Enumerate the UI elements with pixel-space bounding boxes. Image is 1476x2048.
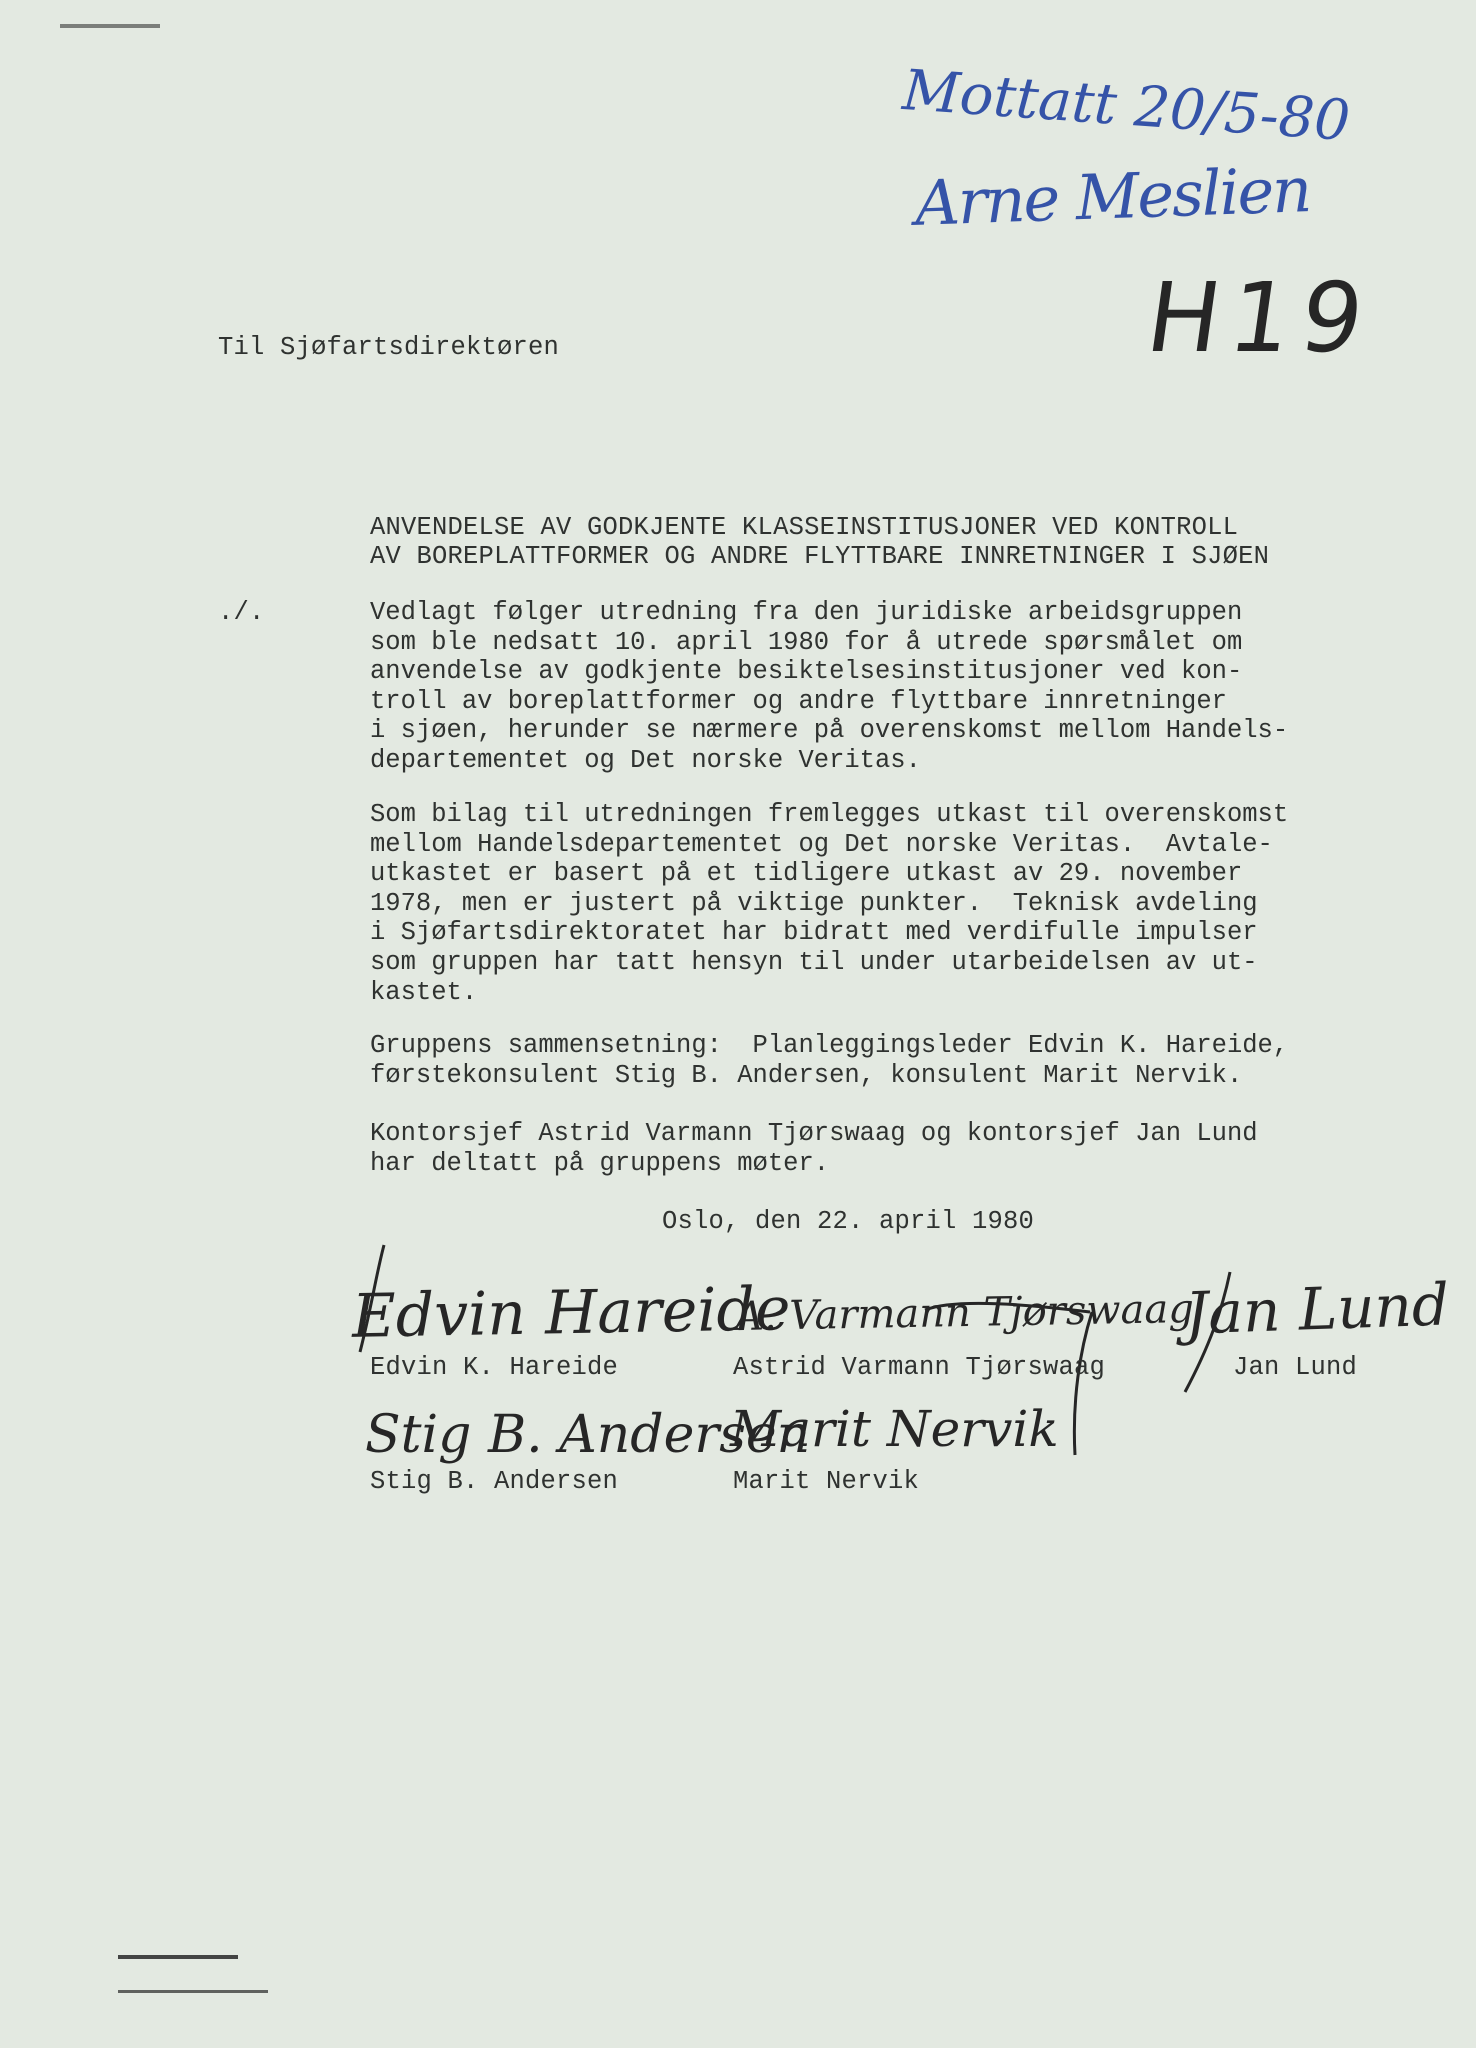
paragraph-2-line: Som bilag til utredningen fremlegges utkast til overenskomst bbox=[370, 800, 1289, 829]
paragraph-1-line: troll av boreplattformer og andre flyttbare innretninger bbox=[370, 686, 1227, 716]
place-date: Oslo, den 22. april 1980 bbox=[662, 1207, 1035, 1236]
document-title-line-2: AV BOREPLATTFORMER OG ANDRE FLYTTBARE INNRETNINGER I SJØEN bbox=[370, 542, 1270, 571]
paragraph-1-line: departementet og Det norske Veritas. bbox=[370, 745, 921, 775]
paragraph-2-line: i Sjøfartsdirektoratet har bidratt med verdifulle impulser bbox=[370, 918, 1258, 948]
signature-marit-nervik: Marit Nervik bbox=[730, 1400, 1059, 1458]
signatory-name-stig-andersen: Stig B. Andersen bbox=[370, 1467, 619, 1496]
signatory-name-marit-nervik: Marit Nervik bbox=[733, 1467, 920, 1496]
paragraph-1-line: Vedlagt følger utredning fra den juridiske arbeidsgruppen bbox=[370, 598, 1243, 627]
paragraph-2-line: som gruppen har tatt hensyn til under utarbeidelsen av ut- bbox=[370, 947, 1258, 977]
hareide-flourish-stroke bbox=[360, 1245, 384, 1352]
signature-stig-andersen: Stig B. Andersen bbox=[365, 1405, 811, 1465]
signature-jan-lund: Jan Lund bbox=[1183, 1270, 1451, 1348]
document-title-line-1: ANVENDELSE AV GODKJENTE KLASSEINSTITUSJONER VED KONTROLL bbox=[370, 513, 1239, 542]
paragraph-2-line: utkastet er basert på et tidligere utkast av 29. november bbox=[370, 859, 1243, 889]
paragraph-1-line: anvendelse av godkjente besiktelsesinstitusjoner ved kon- bbox=[370, 657, 1243, 687]
paragraph-2-line: kastet. bbox=[370, 977, 478, 1007]
signature-edvin-hareide: Edvin Hareide bbox=[351, 1274, 791, 1352]
paragraph-2-line: 1978, men er justert på viktige punkter. Teknisk avdeling bbox=[370, 888, 1258, 918]
paragraph-1-line: i sjøen, herunder se nærmere på overenskomst mellom Handels- bbox=[370, 716, 1289, 746]
paragraph-3-line: Gruppens sammensetning: Planleggingsleder Edvin K. Hareide, bbox=[370, 1031, 1289, 1060]
scan-edge-mark-bottom-2 bbox=[118, 1990, 268, 1993]
paragraph-3-line: førstekonsulent Stig B. Andersen, konsulent Marit Nervik. bbox=[370, 1060, 1243, 1090]
received-note-handwritten: Mottatt 20/5-80 bbox=[900, 58, 1353, 155]
signatory-name-edvin-hareide: Edvin K. Hareide bbox=[370, 1353, 619, 1382]
signatory-name-astrid-tjorswaag: Astrid Varmann Tjørswaag bbox=[733, 1353, 1106, 1382]
addressee: Til Sjøfartsdirektøren bbox=[218, 333, 560, 362]
enclosure-mark: ./. bbox=[218, 598, 265, 627]
paragraph-4-line: Kontorsjef Astrid Varmann Tjørswaag og kontorsjef Jan Lund bbox=[370, 1119, 1258, 1148]
lund-flourish-stroke bbox=[1185, 1272, 1230, 1392]
signatory-name-jan-lund: Jan Lund bbox=[1233, 1353, 1358, 1382]
paragraph-1-line: som ble nedsatt 10. april 1980 for å utrede spørsmålet om bbox=[370, 627, 1243, 657]
scan-edge-mark-bottom-1 bbox=[118, 1955, 238, 1959]
signature-astrid-tjorswaag: A. Varmann Tjørswaag bbox=[734, 1285, 1195, 1341]
paragraph-2-line: mellom Handelsdepartementet og Det norske Veritas. Avtale- bbox=[370, 829, 1273, 859]
file-code-handwritten: H19 bbox=[1140, 262, 1381, 374]
paragraph-4-line: har deltatt på gruppens møter. bbox=[370, 1148, 830, 1178]
received-signature-handwritten: Arne Meslien bbox=[913, 153, 1312, 240]
